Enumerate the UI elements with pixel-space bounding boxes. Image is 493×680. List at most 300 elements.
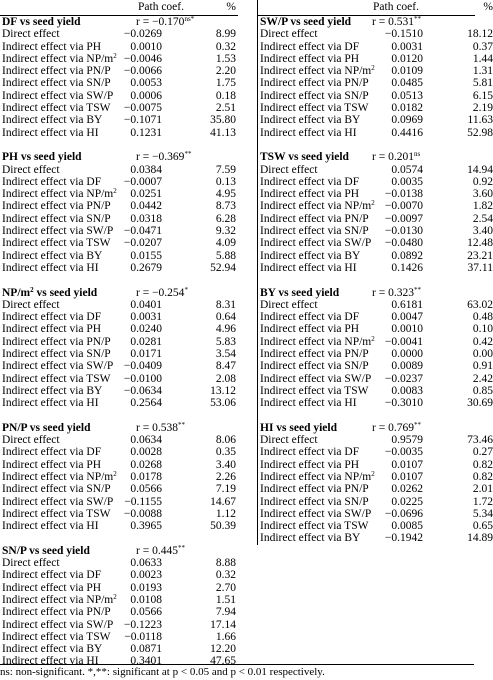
superscript: 2	[371, 469, 375, 478]
effect-label: Indirect effect via SN/P	[260, 360, 369, 373]
path-coefficient: 0.0089	[391, 360, 423, 373]
table-row	[0, 225, 238, 237]
effect-label: Indirect effect via DF	[260, 40, 360, 53]
percent-value: 0.91	[472, 360, 493, 373]
path-coefficient: −0.0480	[384, 237, 423, 250]
path-coefficient: 0.0109	[391, 65, 423, 78]
table-row	[0, 311, 238, 323]
percent-value: 1.75	[215, 77, 236, 90]
percent-value: 1.31	[472, 65, 493, 78]
effect-label: Direct effect	[260, 163, 318, 176]
correlation-value: $r = -0.170^{ns*}$	[136, 15, 195, 28]
percent-value: 5.83	[215, 335, 236, 348]
path-coefficient: 0.0053	[130, 77, 162, 90]
percent-value: 8.47	[215, 360, 236, 373]
significance-mark: **	[413, 15, 421, 23]
path-coefficient: 0.0107	[391, 470, 423, 483]
table-row	[258, 384, 493, 397]
significance-mark: **	[413, 420, 421, 429]
path-coefficient: −0.0046	[123, 52, 162, 65]
path-coefficient: 0.0871	[130, 643, 162, 656]
percent-value: 8.88	[215, 557, 236, 570]
percent-value: 0.48	[472, 311, 493, 324]
effect-label: Indirect effect via HI	[2, 126, 99, 139]
right-body	[258, 15, 493, 545]
table-bottom-rule	[0, 664, 474, 665]
table-row	[0, 434, 238, 446]
section-gap	[258, 410, 475, 422]
table-row	[258, 372, 493, 385]
percent-value: 2.42	[472, 372, 493, 385]
path-coefficient: 0.0892	[391, 249, 423, 262]
section-gap	[258, 139, 475, 151]
table-row	[0, 250, 238, 262]
percent-value: 53.06	[210, 397, 236, 410]
percent-value: 73.46	[467, 434, 493, 447]
table-row	[0, 323, 238, 335]
effect-label: Indirect effect via TSW	[260, 102, 369, 115]
percent-value: 8.31	[215, 298, 236, 311]
percent-value: 0.35	[215, 446, 236, 459]
effect-label: Indirect effect via PN/P	[2, 606, 111, 619]
effect-label: Indirect effect via PH	[260, 458, 360, 471]
path-coefficient: −0.3010	[384, 397, 423, 410]
percent-value: 0.27	[472, 446, 493, 459]
path-coefficient: 0.4416	[391, 126, 423, 139]
path-coefficient: 0.0006	[130, 89, 162, 102]
effect-label: Indirect effect via BY	[2, 114, 103, 127]
percent-value: 1.72	[472, 495, 493, 508]
table-row	[258, 40, 493, 53]
path-coefficient: 0.0574	[391, 163, 423, 176]
percent-value: 4.95	[215, 188, 236, 201]
percent-value: 5.34	[472, 507, 493, 520]
percent-value: 2.70	[215, 581, 236, 594]
effect-label: Indirect effect via TSW	[2, 237, 111, 250]
table-row	[0, 213, 238, 225]
section-gap	[0, 274, 238, 286]
effect-label: Indirect effect via $NP/m^2$	[260, 334, 375, 348]
percent-value: 14.67	[210, 495, 236, 508]
table-row	[0, 631, 238, 643]
table-row	[258, 483, 493, 496]
effect-label: Indirect effect via HI	[260, 397, 357, 410]
table-row	[258, 102, 493, 115]
section-gap	[0, 532, 238, 544]
table-row	[258, 446, 493, 459]
table-row	[0, 360, 238, 372]
section-title-row	[0, 545, 238, 557]
effect-label: Direct effect	[2, 298, 60, 311]
path-coefficient: −0.0138	[384, 188, 423, 201]
percent-header: %	[483, 1, 493, 13]
percent-value: 1.51	[215, 593, 236, 606]
percent-value: 30.69	[467, 397, 493, 410]
percent-value: 0.42	[472, 335, 493, 348]
effect-label: Indirect effect via BY	[260, 114, 361, 127]
path-coefficient: 0.0318	[130, 212, 162, 225]
path-coefficient: 0.0047	[391, 311, 423, 324]
path-coefficient: −0.0634	[123, 384, 162, 397]
effect-label: Indirect effect via SW/P	[260, 237, 372, 250]
percent-value: 0.10	[472, 323, 493, 336]
table-row	[0, 508, 238, 520]
table-row	[0, 41, 238, 53]
superscript: 2	[113, 469, 117, 478]
path-coefficient: 0.0107	[391, 458, 423, 471]
effect-label: Indirect effect via DF	[2, 569, 102, 582]
section-title-row	[258, 151, 475, 163]
path-coefficient: 0.0281	[130, 335, 162, 348]
table-row	[258, 64, 493, 78]
path-coefficient: −0.0118	[124, 630, 162, 643]
effect-label: Indirect effect via $NP/m^2$	[2, 187, 117, 201]
percent-value: 50.39	[210, 520, 236, 533]
effect-label: Indirect effect via PN/P	[2, 200, 111, 213]
path-coefficient: −0.1942	[384, 532, 423, 545]
significance-mark: **	[177, 543, 185, 552]
effect-label: Indirect effect via PH	[2, 581, 102, 594]
path-coefficient: 0.0634	[130, 434, 162, 447]
superscript: 2	[371, 64, 375, 73]
path-coefficient: −0.0269	[123, 28, 162, 41]
path-coefficient: 0.0000	[391, 348, 423, 361]
table-row	[0, 446, 238, 458]
table-row	[258, 360, 493, 373]
effect-label: Indirect effect via HI	[2, 397, 99, 410]
percent-value: 14.94	[467, 163, 493, 176]
effect-label: Indirect effect via PH	[2, 323, 102, 336]
effect-label: Direct effect	[260, 28, 318, 41]
effect-label: Indirect effect via SN/P	[260, 225, 369, 238]
section-title-row	[0, 287, 238, 299]
path-coefficient: 0.0262	[391, 483, 423, 496]
percent-value: 3.40	[215, 458, 236, 471]
percent-value: 13.12	[210, 384, 236, 397]
table-row	[258, 434, 493, 447]
table-row	[258, 114, 493, 127]
percent-value: 0.13	[215, 175, 236, 188]
effect-label: Direct effect	[2, 434, 60, 447]
path-coefficient: 0.0010	[391, 323, 423, 336]
effect-label: Indirect effect via SN/P	[2, 483, 111, 496]
table-row	[0, 53, 238, 65]
path-coefficient: 0.0031	[391, 40, 423, 53]
path-coefficient: 0.2679	[130, 261, 162, 274]
percent-value: 17.14	[210, 618, 236, 631]
path-coefficient: 0.0384	[130, 163, 162, 176]
path-coefficient: −0.0100	[123, 372, 162, 385]
table-row	[0, 385, 238, 397]
percent-value: 0.82	[472, 470, 493, 483]
table-row	[0, 90, 238, 102]
section-title-row	[0, 422, 238, 434]
percent-value: 7.94	[215, 606, 236, 619]
percent-value: 0.18	[215, 89, 236, 102]
effect-label: Indirect effect via SW/P	[2, 495, 114, 508]
effect-label: Indirect effect via BY	[2, 249, 103, 262]
correlation-value: $r = 0.201^{ns}$	[372, 150, 421, 164]
effect-label: Indirect effect via PN/P	[260, 77, 369, 90]
percent-value: 2.20	[215, 65, 236, 78]
table-row	[258, 520, 493, 533]
effect-label: Indirect effect via SW/P	[2, 618, 114, 631]
table-row	[0, 262, 238, 274]
effect-label: Indirect effect via $NP/m^2$	[2, 51, 117, 65]
effect-label: Indirect effect via PN/P	[2, 335, 111, 348]
table-row	[258, 89, 493, 102]
footnote: ns: non-significant. *,**: significant at p < 0.05 and p < 0.01 respectively.	[0, 666, 325, 678]
table-row	[258, 348, 493, 361]
percent-value: 2.26	[215, 470, 236, 483]
path-coefficient: 0.0633	[130, 557, 162, 570]
effect-label: Indirect effect via TSW	[260, 520, 369, 533]
percent-value: 4.09	[215, 237, 236, 250]
table-row	[258, 532, 493, 545]
left-column	[0, 0, 238, 668]
table-row	[258, 163, 493, 176]
percent-value: 52.94	[210, 261, 236, 274]
table-row	[258, 397, 493, 410]
superscript: 2	[371, 199, 375, 208]
path-coefficient: −0.1071	[123, 114, 162, 127]
table-row	[258, 199, 493, 213]
percent-value: 18.12	[467, 28, 493, 41]
table-row	[258, 323, 493, 336]
superscript: 2	[113, 187, 117, 196]
percent-value: 1.12	[215, 507, 236, 520]
percent-value: 7.59	[215, 163, 236, 176]
percent-value: 8.73	[215, 200, 236, 213]
table-row	[0, 127, 238, 139]
percent-value: 4.96	[215, 323, 236, 336]
table-row	[258, 52, 493, 65]
effect-label: Indirect effect via SW/P	[260, 372, 372, 385]
path-coefficient: 0.2564	[130, 397, 162, 410]
effect-label: Indirect effect via HI	[260, 261, 357, 274]
path-coefficient: −0.0007	[123, 175, 162, 188]
section-title: PH vs seed yield	[2, 151, 82, 164]
path-coefficient: 0.0442	[130, 200, 162, 213]
significance-mark: *	[184, 285, 188, 294]
effect-label: Indirect effect via PH	[260, 323, 360, 336]
table-row	[258, 311, 493, 324]
significance-mark: **	[413, 285, 421, 294]
path-coefficient: 0.0566	[130, 606, 162, 619]
correlation-value: r = 0.531**	[372, 15, 421, 28]
table-row	[0, 65, 238, 77]
effect-label: Direct effect	[2, 163, 60, 176]
path-coefficient: 0.0969	[391, 114, 423, 127]
effect-label: Indirect effect via HI	[260, 126, 357, 139]
path-coefficient: −0.0070	[384, 200, 423, 213]
section-title: TSW vs seed yield	[260, 151, 349, 164]
effect-label: Indirect effect via PH	[2, 40, 102, 53]
percent-value: 3.40	[472, 225, 493, 238]
table-row	[0, 348, 238, 360]
table-row	[0, 459, 238, 471]
table-row	[258, 298, 493, 311]
effect-label: Indirect effect via PH	[260, 52, 360, 65]
path-coefficient: 0.0225	[391, 495, 423, 508]
left-header	[0, 0, 238, 16]
path-coefficient: 0.0240	[130, 323, 162, 336]
correlation-value: r = 0.445**	[136, 543, 185, 557]
effect-label: Indirect effect via HI	[2, 261, 99, 274]
effect-label: Indirect effect via $NP/m^2$	[2, 469, 117, 483]
table-row	[0, 102, 238, 114]
path-coefficient: 0.0120	[391, 52, 423, 65]
effect-label: Indirect effect via SW/P	[2, 225, 114, 238]
percent-value: 2.01	[472, 483, 493, 496]
path-coefficient: −0.0088	[123, 507, 162, 520]
path-coefficient: 0.0268	[130, 458, 162, 471]
correlation-value: r = −0.369**	[136, 150, 192, 164]
table-row	[0, 606, 238, 618]
table-row	[0, 114, 238, 126]
table-row	[0, 483, 238, 495]
effect-label: Indirect effect via PN/P	[260, 212, 369, 225]
section-title: SW/P vs seed yield	[260, 16, 352, 28]
section-title-row	[258, 287, 475, 299]
path-coefficient: 0.6181	[391, 298, 423, 311]
path-coefficient: 0.1426	[391, 261, 423, 274]
table-row	[0, 188, 238, 200]
table-row	[258, 334, 493, 348]
table-row	[0, 471, 238, 483]
table-row	[258, 261, 493, 274]
path-coefficient: −0.0471	[123, 225, 162, 238]
percent-value: 0.32	[215, 40, 236, 53]
percent-value: 0.85	[472, 384, 493, 397]
path-coefficient: 0.0401	[130, 298, 162, 311]
percent-value: 6.28	[215, 212, 236, 225]
path-coefficient: 0.0083	[391, 384, 423, 397]
percent-value: 1.82	[472, 200, 493, 213]
path-coefficient: −0.1155	[124, 495, 162, 508]
table-row	[258, 126, 493, 139]
table-row	[0, 619, 238, 631]
table-row	[258, 469, 493, 483]
superscript: 2	[113, 51, 117, 60]
percent-value: 8.06	[215, 434, 236, 447]
percent-value: 5.81	[472, 77, 493, 90]
path-coefficient: −0.0237	[384, 372, 423, 385]
section-title: BY vs seed yield	[260, 286, 340, 299]
path-coefficient: −0.0075	[123, 102, 162, 115]
table-row	[258, 225, 493, 238]
effect-label: Indirect effect via SN/P	[2, 77, 111, 90]
path-coefficient: −0.0097	[384, 212, 423, 225]
effect-label: Indirect effect via SN/P	[260, 89, 369, 102]
effect-label: Indirect effect via TSW	[260, 384, 369, 397]
path-coefficient: 0.0485	[391, 77, 423, 90]
right-column	[257, 0, 493, 545]
percent-value: 1.53	[215, 52, 236, 65]
significance-mark: **	[177, 420, 185, 429]
section-gap	[0, 139, 238, 151]
effect-label: Indirect effect via $NP/m^2$	[260, 199, 375, 213]
path-coefficient: −0.0207	[123, 237, 162, 250]
path-coef-header: Path coef.	[138, 1, 184, 13]
percent-value: 7.19	[215, 483, 236, 496]
effect-label: Indirect effect via DF	[2, 311, 102, 324]
percent-value: 23.21	[467, 249, 493, 262]
path-coefficient: 0.0035	[391, 175, 423, 188]
right-header	[258, 0, 493, 16]
effect-label: Direct effect	[260, 434, 318, 447]
percent-value: 1.44	[472, 52, 493, 65]
table-row	[258, 495, 493, 508]
path-coefficient: −0.0409	[123, 360, 162, 373]
effect-label: Indirect effect via SN/P	[2, 212, 111, 225]
table-row	[258, 212, 493, 225]
table-row	[0, 176, 238, 188]
table-row	[0, 496, 238, 508]
path-coefficient: 0.0182	[391, 102, 423, 115]
superscript: 2	[113, 592, 117, 601]
table-row	[258, 249, 493, 262]
path-coefficient: −0.0130	[384, 225, 423, 238]
percent-value: 47.65	[210, 655, 236, 668]
percent-value: 0.65	[472, 520, 493, 533]
percent-value: 3.60	[472, 188, 493, 201]
path-coef-header: Path coef.	[373, 1, 419, 13]
significance-mark: ns*	[184, 15, 195, 23]
table-row	[258, 175, 493, 188]
effect-label: Indirect effect via TSW	[2, 372, 111, 385]
effect-label: Direct effect	[2, 557, 60, 570]
table-row	[0, 336, 238, 348]
table-row	[0, 299, 238, 311]
effect-label: Indirect effect via PH	[2, 458, 102, 471]
effect-label: Direct effect	[260, 298, 318, 311]
effect-label: Direct effect	[2, 28, 60, 41]
significance-mark: ns	[413, 150, 421, 159]
table-row	[0, 200, 238, 212]
percent-value: 35.80	[210, 114, 236, 127]
table-row	[0, 397, 238, 409]
effect-label: Indirect effect via DF	[260, 311, 360, 324]
section-title-row	[258, 422, 475, 434]
effect-label: Indirect effect via TSW	[2, 507, 111, 520]
effect-label: Indirect effect via DF	[2, 175, 102, 188]
table-row	[0, 594, 238, 606]
path-coefficient: 0.0028	[130, 446, 162, 459]
percent-value: 0.64	[215, 311, 236, 324]
path-coefficient: 0.3965	[130, 520, 162, 533]
percent-value: 8.99	[215, 28, 236, 41]
effect-label: Indirect effect via SW/P	[2, 89, 114, 102]
effect-label: Indirect effect via BY	[260, 249, 361, 262]
correlation-value: r = 0.769**	[372, 420, 421, 434]
path-coefficient: 0.0171	[130, 348, 162, 361]
table-row	[0, 28, 238, 40]
percent-value: 0.00	[472, 348, 493, 361]
effect-label: Indirect effect via SN/P	[260, 495, 369, 508]
significance-mark: **	[184, 150, 192, 159]
path-coefficient: 0.0566	[130, 483, 162, 496]
path-coefficient: 0.0513	[391, 89, 423, 102]
table-row	[258, 28, 493, 41]
section-title-row	[0, 16, 238, 28]
superscript: 2	[371, 334, 375, 343]
table-row	[258, 237, 493, 250]
percent-header: %	[226, 1, 236, 13]
path-coefficient: 0.0108	[130, 593, 162, 606]
section-title-row	[0, 151, 238, 163]
path-coefficient: 0.0010	[130, 40, 162, 53]
